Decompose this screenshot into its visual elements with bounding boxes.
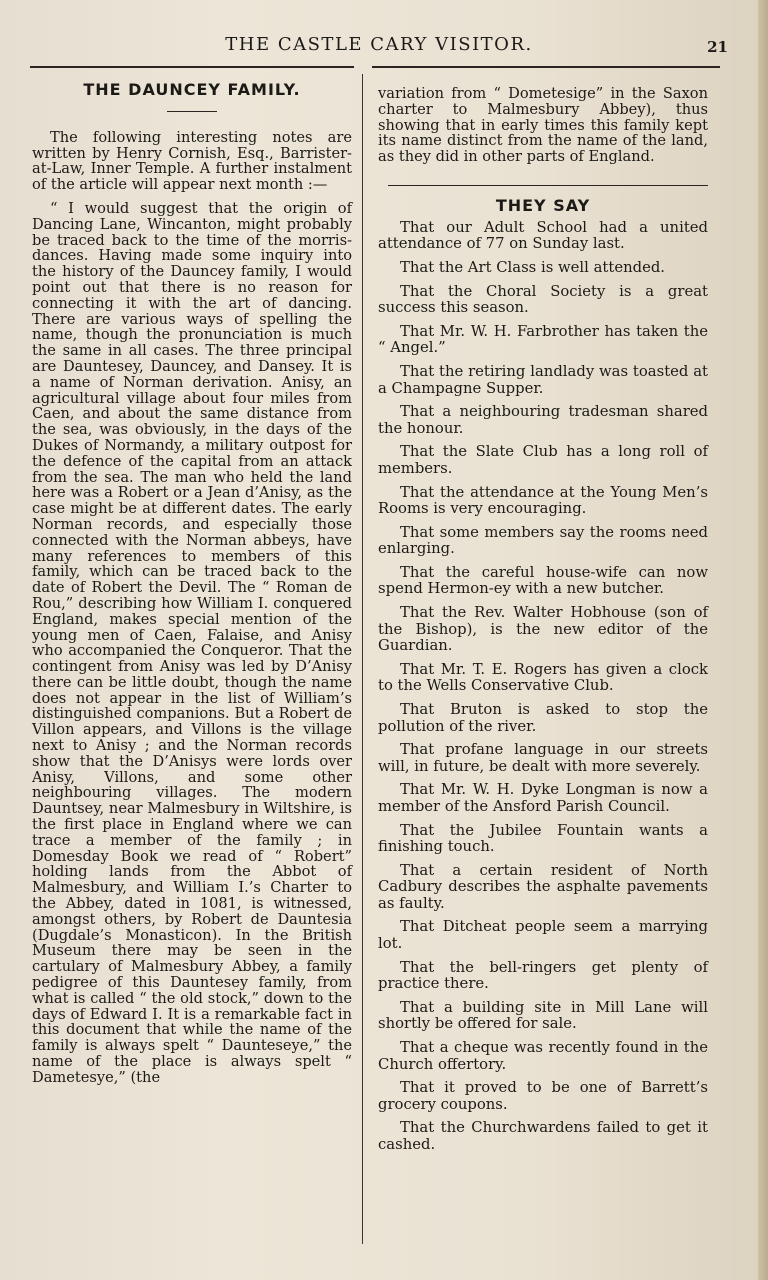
- list-item: That profane language in our streets will, in future, be dealt with more severely.: [378, 741, 708, 775]
- they-say-list: [378, 220, 708, 1154]
- running-title: THE CASTLE CARY VISITOR.: [225, 34, 533, 55]
- list-item: That Mr. W. H. Dyke Longman is now a member of the Ansford Parish Council.: [378, 781, 708, 815]
- article-continuation: variation from “ Dometesige” in the Saxon charter to Malmesbury Abbey), thus showing that in early times this family kept its name distinct from the name of the land, as they did in other parts of England.: [378, 85, 708, 166]
- header-rule-right: [372, 66, 720, 68]
- list-item: That the Jubilee Fountain wants a finishing touch.: [378, 821, 708, 856]
- list-item: That a certain resident of North Cadbury describes the asphalte pavements as faulty.: [378, 861, 708, 912]
- page-edge: [758, 0, 768, 1280]
- list-item: That the Churchwardens failed to get it cashed.: [378, 1119, 708, 1153]
- article-body: “ I would suggest that the origin of Dancing Lane, Wincanton, might probably be traced back to the time of the morris-dances. Having made some inquiry into the history of the Dauncey family, I would point out that there is no reason for connecting it with the art of dancing. There are various ways of spelling the name, though the pronunciation is much the same in all cases. The three principal are Dauntesey, Dauncey, and Dansey. It is a name of Norman derivation. Anisy, an agricultural village about four miles from Caen, and about the same distance from the sea, was obviously, in the days of the Dukes of Normandy, a military outpost for the defence of the capital from an attack from the sea. The man who held the land here was a Robert or a Jean d’Anisy, as the case might be at different dates. The early Norman records, and especially those connected with the Norman abbeys, have many references to members of this family, which can be traced back to the date of Robert the Devil. The “ Roman de Rou,” describing how William I. conquered England, makes special mention of the young men of Caen, Falaise, and Anisy who accompanied the Conqueror. That the contingent from Anisy was led by D’Anisy there can be little doubt, though the name does not appear in the list of William’s distinguished companions. But a Robert de Villon appears, and Villons is the village next to Anisy ; and the Norman records show that the D’Anisys were lords over Anisy, Villons, and some other neighbouring villages. The modern Dauntsey, near Malmesbury in Wiltshire, is the first place in England where we can trace a member of the family ; in Domesday Book we read of “ Robert” holding lands from the Abbot of Malmesbury, and William I.’s Charter to the Abbey, dated in 1081, is witnessed, amongst others, by Robert de Dauntesia (Dugdale’s Monasticon). In the British Museum there may be seen in the cartulary of Malmesbury Abbey, a family pedigree of this Dauntesey family, from what is called “ the old stock,” down to the days of Edward I. It is a remarkable fact in this document that while the name of the family is always spelt “ Daunteseye,” the name of the place is always spelt “ Dametesye,” (the: [32, 199, 352, 1086]
- right-column: [378, 86, 708, 1161]
- list-item: That Mr. W. H. Farbrother has taken the “ Angel.”: [378, 322, 708, 357]
- left-column: [32, 80, 352, 1094]
- list-item: That the retiring landlady was toasted at a Champagne Supper.: [378, 363, 708, 397]
- list-item: That the careful house-wife can now spend Hermon-ey with a new butcher.: [378, 563, 708, 598]
- they-say-title: THEY SAY: [495, 195, 591, 215]
- list-item: That the Art Class is well attended.: [400, 258, 666, 276]
- list-item: That the Rev. Walter Hobhouse (son of the Bishop), is the new editor of the Guardian.: [378, 604, 708, 655]
- list-item: That the attendance at the Young Men’s Rooms is very encouraging.: [378, 483, 708, 518]
- list-item: That our Adult School had a united attendance of 77 on Sunday last.: [378, 218, 708, 253]
- header-rule-left: [30, 66, 354, 68]
- list-item: That the Choral Society is a great success this season.: [378, 282, 708, 317]
- list-item: That it proved to be one of Barrett’s grocery coupons.: [378, 1079, 708, 1113]
- list-item: That the Slate Club has a long roll of members.: [378, 443, 708, 477]
- list-item: That a building site in Mill Lane will shortly be offered for sale.: [378, 998, 708, 1033]
- list-item: That the bell-ringers get plenty of practice there.: [378, 958, 708, 993]
- article-title: THE DAUNCEY FAMILY.: [83, 80, 301, 99]
- page-number: 21: [707, 38, 728, 56]
- list-item: That Ditcheat people seem a marrying lot.: [378, 918, 708, 952]
- list-item: That Mr. T. E. Rogers has given a clock to the Wells Conservative Club.: [378, 660, 708, 695]
- list-item: That a cheque was recently found in the Church offertory.: [378, 1039, 708, 1073]
- list-item: That a neighbouring tradesman shared the honour.: [378, 403, 708, 437]
- article-intro: The following interesting notes are written by Henry Cornish, Esq., Barrister-at-Law, Inner Temple. A further instalment of the article will appear next month :—: [32, 128, 352, 194]
- section-rule: [388, 185, 708, 186]
- title-rule: [167, 111, 217, 112]
- column-divider: [362, 74, 363, 1244]
- list-item: That Bruton is asked to stop the pollution of the river.: [378, 701, 708, 735]
- list-item: That some members say the rooms need enlarging.: [378, 523, 708, 558]
